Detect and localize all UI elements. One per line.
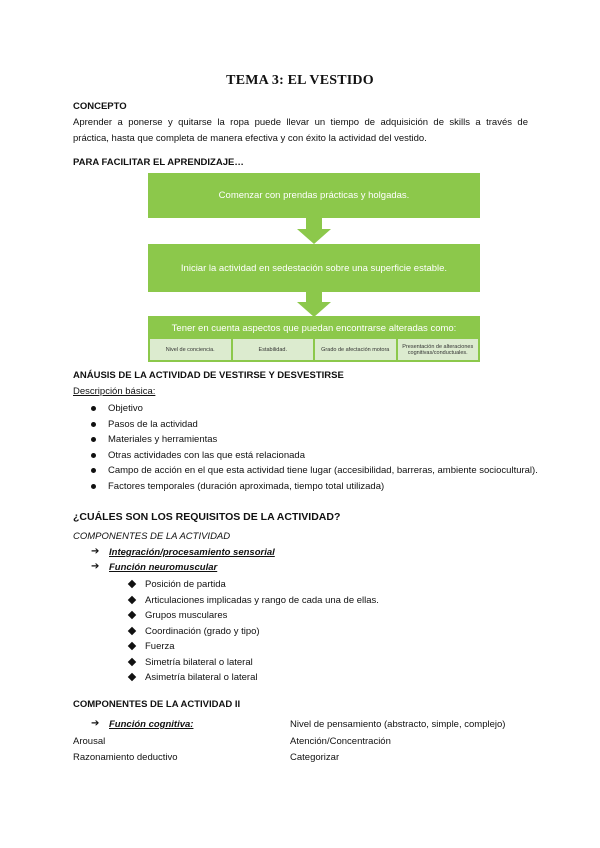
list-item: Coordinación (grado y tipo) — [128, 624, 528, 640]
list-item: Materiales y herramientas — [91, 432, 581, 448]
list-item: Otras actividades con las que está relacionada — [91, 448, 581, 464]
cell-estabilidad: Estabilidad. — [233, 339, 314, 360]
flow-box-3-cells — [150, 339, 478, 360]
cell-nivel-conciencia: Nivel de conciencia. — [150, 339, 231, 360]
requisitos-heading: ¿CUÁLES SON LOS REQUISITOS DE LA ACTIVIDAD? — [73, 511, 341, 523]
neuromuscular-list — [128, 577, 528, 686]
diamond-bullet-icon — [128, 642, 136, 650]
arrow-right-icon: ➔ — [91, 546, 100, 557]
arrow-item-neuromuscular: ➔ Función neuromuscular — [91, 561, 218, 573]
page-title: TEMA 3: EL VESTIDO — [226, 73, 374, 88]
diamond-bullet-icon — [128, 626, 136, 634]
list-item: Fuerza — [128, 639, 528, 655]
flow-box-3 — [148, 316, 480, 362]
list-item: Pasos de la actividad — [91, 417, 581, 433]
cognitiva-right-2: Atención/Concentración — [290, 736, 391, 747]
list-item: Factores temporales (duración aproximada, tiempo total utilizada) — [91, 479, 581, 495]
concepto-line-1: Aprender a ponerse y quitarse la ropa puede llevar un tiempo de adquisición de skills a través de — [73, 117, 528, 128]
bullet-icon — [91, 422, 96, 427]
descripcion-subheading: Descripción básica: — [73, 386, 156, 397]
facilitar-heading: PARA FACILITAR EL APRENDIZAJE… — [73, 157, 244, 168]
list-item: Objetivo — [91, 401, 581, 417]
bullet-icon — [91, 468, 96, 473]
concepto-heading: CONCEPTO — [73, 101, 127, 112]
concepto-line-2: práctica, hasta que completa de manera efectiva y con éxito la actividad del vestido. — [73, 133, 427, 144]
componentes-ii-heading: COMPONENTES DE LA ACTIVIDAD II — [73, 699, 241, 710]
flow-box-2: Iniciar la actividad en sedestación sobre una superficie estable. — [148, 244, 480, 292]
flow-box-1: Comenzar con prendas prácticas y holgadas. — [148, 173, 480, 218]
arrow-right-icon: ➔ — [91, 561, 100, 572]
componentes-heading: COMPONENTES DE LA ACTIVIDAD — [73, 531, 231, 542]
list-item: Asimetría bilateral o lateral — [128, 670, 528, 686]
analisis-heading: ANÁUSIS DE LA ACTIVIDAD DE VESTIRSE Y DESVESTIRSE — [73, 370, 344, 381]
bullet-icon — [91, 406, 96, 411]
flow-box-3-label: Tener en cuenta aspectos que puedan encontrarse alteradas como: — [171, 322, 457, 334]
list-item: Grupos musculares — [128, 608, 528, 624]
concepto-text — [73, 115, 528, 147]
bullet-icon — [91, 484, 96, 489]
diamond-bullet-icon — [128, 595, 136, 603]
cell-afectacion-motora: Grado de afectación motora — [315, 339, 396, 360]
cognitiva-right-3: Categorizar — [290, 752, 340, 763]
down-arrow-icon — [297, 218, 331, 244]
cognitiva-left-2: Razonamiento deductivo — [73, 752, 178, 763]
diamond-bullet-icon — [128, 673, 136, 681]
bullet-icon — [91, 453, 96, 458]
list-item: Articulaciones implicadas y rango de cada una de ellas. — [128, 593, 528, 609]
cognitiva-left-1: Arousal — [73, 736, 106, 747]
cognitiva-right-1: Nivel de pensamiento (abstracto, simple, complejo) — [290, 719, 506, 730]
arrow-right-icon: ➔ — [91, 718, 100, 729]
list-item: Simetría bilateral o lateral — [128, 655, 528, 671]
list-item: Campo de acción en el que esta actividad tiene lugar (accesibilidad, barreras, ambiente sociocultural). — [91, 463, 581, 479]
diamond-bullet-icon — [128, 611, 136, 619]
flow-diagram — [148, 173, 480, 363]
descripcion-list — [91, 401, 581, 494]
cell-alteraciones-cognitivas: Presentación de alteraciones cognitivas/conductuales. — [398, 339, 479, 360]
arrow-item-cognitiva: ➔ Función cognitiva: — [91, 718, 194, 730]
list-item: Posición de partida — [128, 577, 528, 593]
diamond-bullet-icon — [128, 657, 136, 665]
bullet-icon — [91, 437, 96, 442]
down-arrow-icon — [297, 291, 331, 317]
diamond-bullet-icon — [128, 580, 136, 588]
arrow-item-integracion: ➔ Integración/procesamiento sensorial — [91, 546, 275, 558]
